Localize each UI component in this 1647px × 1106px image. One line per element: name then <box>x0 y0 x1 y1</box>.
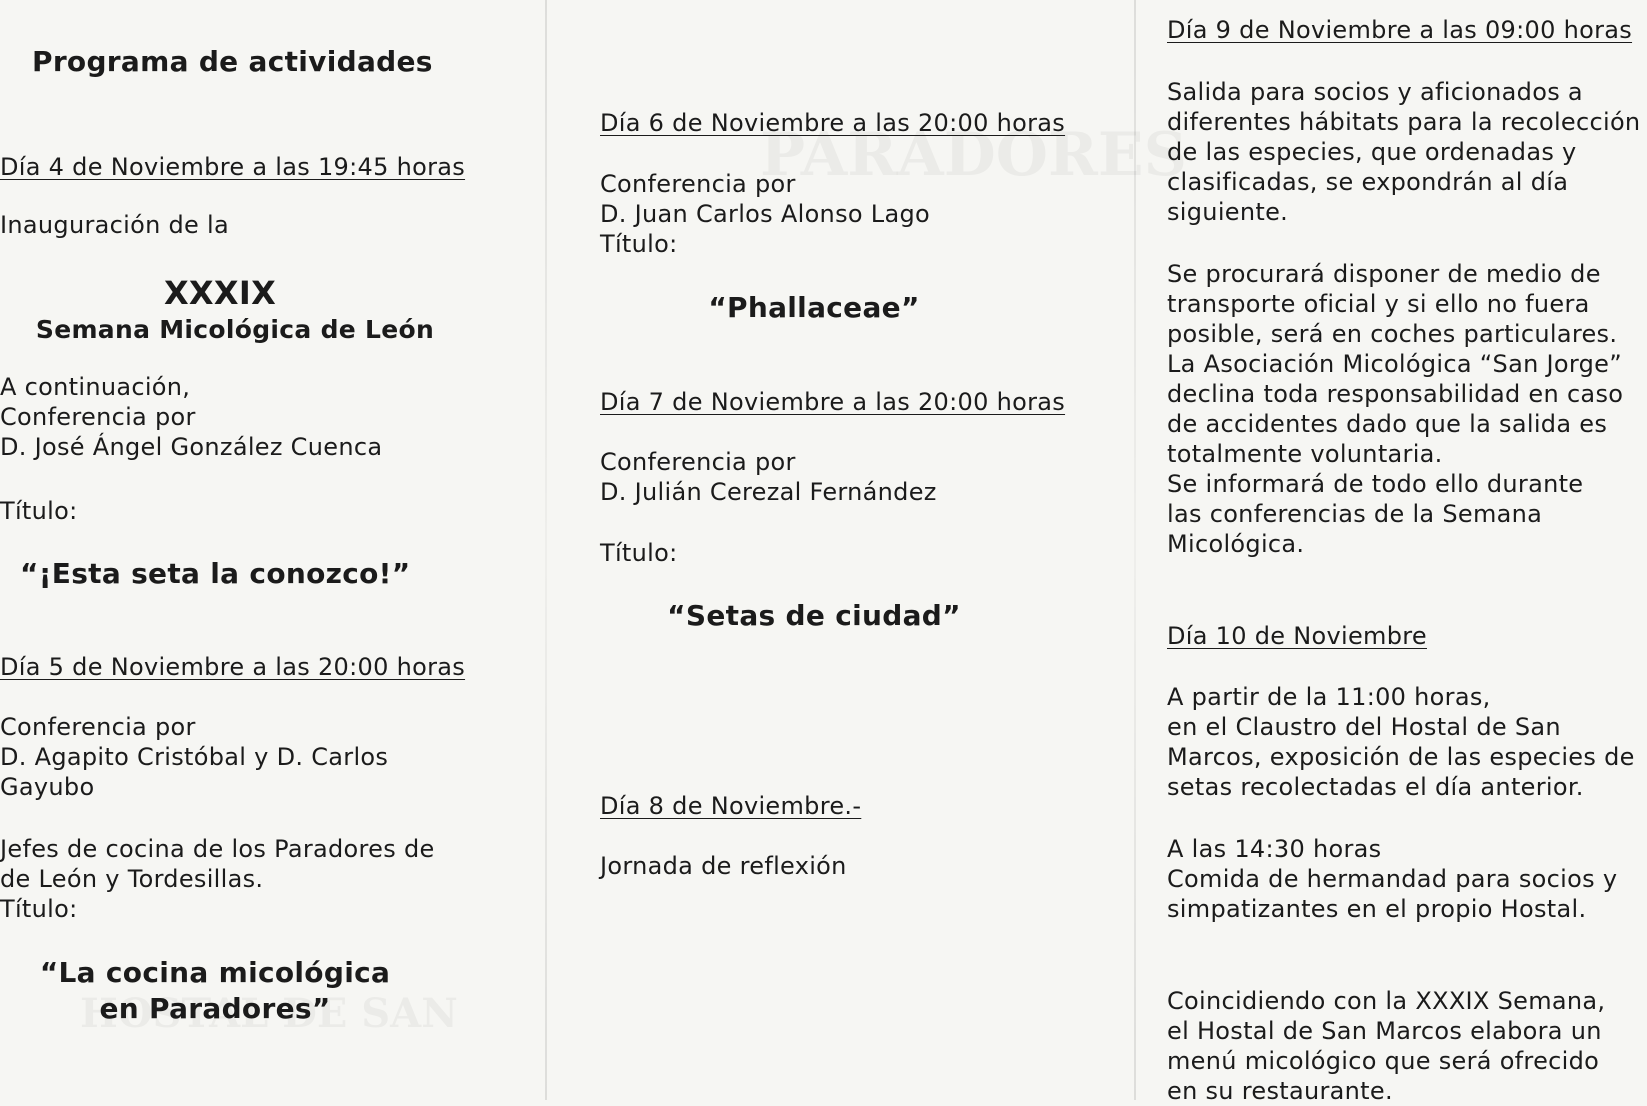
day4-talk-title: “¡Esta seta la conozco!” <box>20 557 411 590</box>
program-heading: Programa de actividades <box>32 45 433 78</box>
day8-text: Jornada de reflexión <box>600 852 847 880</box>
edition-number: XXXIX <box>163 274 277 312</box>
day6-heading: Día 6 de Noviembre a las 20:00 horas <box>600 109 1066 137</box>
day8-heading: Día 8 de Noviembre.- <box>600 792 862 820</box>
day7-titulo-label: Título: <box>600 539 678 567</box>
day9-heading: Día 9 de Noviembre a las 09:00 horas <box>1167 16 1633 44</box>
day10-lunch-paragraph: A las 14:30 horas Comida de hermandad para socios y simpatizantes en el propio Hostal. <box>1167 835 1618 923</box>
middle-panel <box>600 0 1100 1100</box>
day7-heading: Día 7 de Noviembre a las 20:00 horas <box>600 388 1066 416</box>
day4-heading: Día 4 de Noviembre a las 19:45 horas <box>0 153 466 181</box>
day4-speaker: A continuación, Conferencia por D. José Ángel González Cuenca <box>0 373 383 461</box>
day9-outing-paragraph: Salida para socios y aficionados a diferentes hábitats para la recolección de las especies, que ordenadas y clasificadas, se expondrán al día siguiente. <box>1167 78 1641 226</box>
day5-speakers: Conferencia por D. Agapito Cristóbal y D. Carlos Gayubo <box>0 713 389 801</box>
day5-talk-title: “La cocina micológica en Paradores” <box>39 956 391 1025</box>
left-panel <box>0 0 545 1100</box>
day10-exhibition-paragraph: A partir de la 11:00 horas, en el Claustro del Hostal de San Marcos, exposición de las especies de setas recolectadas el día anterior. <box>1167 683 1635 801</box>
day10-heading: Día 10 de Noviembre <box>1167 622 1427 650</box>
day7-talk-title: “Setas de ciudad” <box>667 599 961 632</box>
day9-transport-paragraph: Se procurará disponer de medio de transporte oficial y si ello no fuera posible, será en coches particulares. La Asociación Micológica “San Jorge” declina toda responsabilidad en caso de accidentes dado que la salida es totalmente voluntaria. Se informará de todo ello durante las conferencias de la Semana Micológica. <box>1167 260 1624 558</box>
fold-line-right <box>1134 0 1136 1100</box>
day4-titulo-label: Título: <box>0 497 78 525</box>
fold-line-left <box>545 0 547 1100</box>
day7-speaker: Conferencia por D. Julián Cerezal Fernández <box>600 448 937 506</box>
day4-intro: Inauguración de la <box>0 211 230 239</box>
day5-roles: Jefes de cocina de los Paradores de de León y Tordesillas. Título: <box>0 835 435 923</box>
day10-menu-paragraph: Coincidiendo con la XXXIX Semana, el Hostal de San Marcos elabora un menú micológico que será ofrecido en su restaurante. <box>1167 987 1606 1105</box>
event-name: Semana Micológica de León <box>35 315 435 344</box>
day6-talk-title: “Phallaceae” <box>708 291 920 324</box>
day6-speaker: Conferencia por D. Juan Carlos Alonso Lago Título: <box>600 170 930 258</box>
day5-heading: Día 5 de Noviembre a las 20:00 horas <box>0 653 466 681</box>
right-panel <box>1167 0 1647 1105</box>
